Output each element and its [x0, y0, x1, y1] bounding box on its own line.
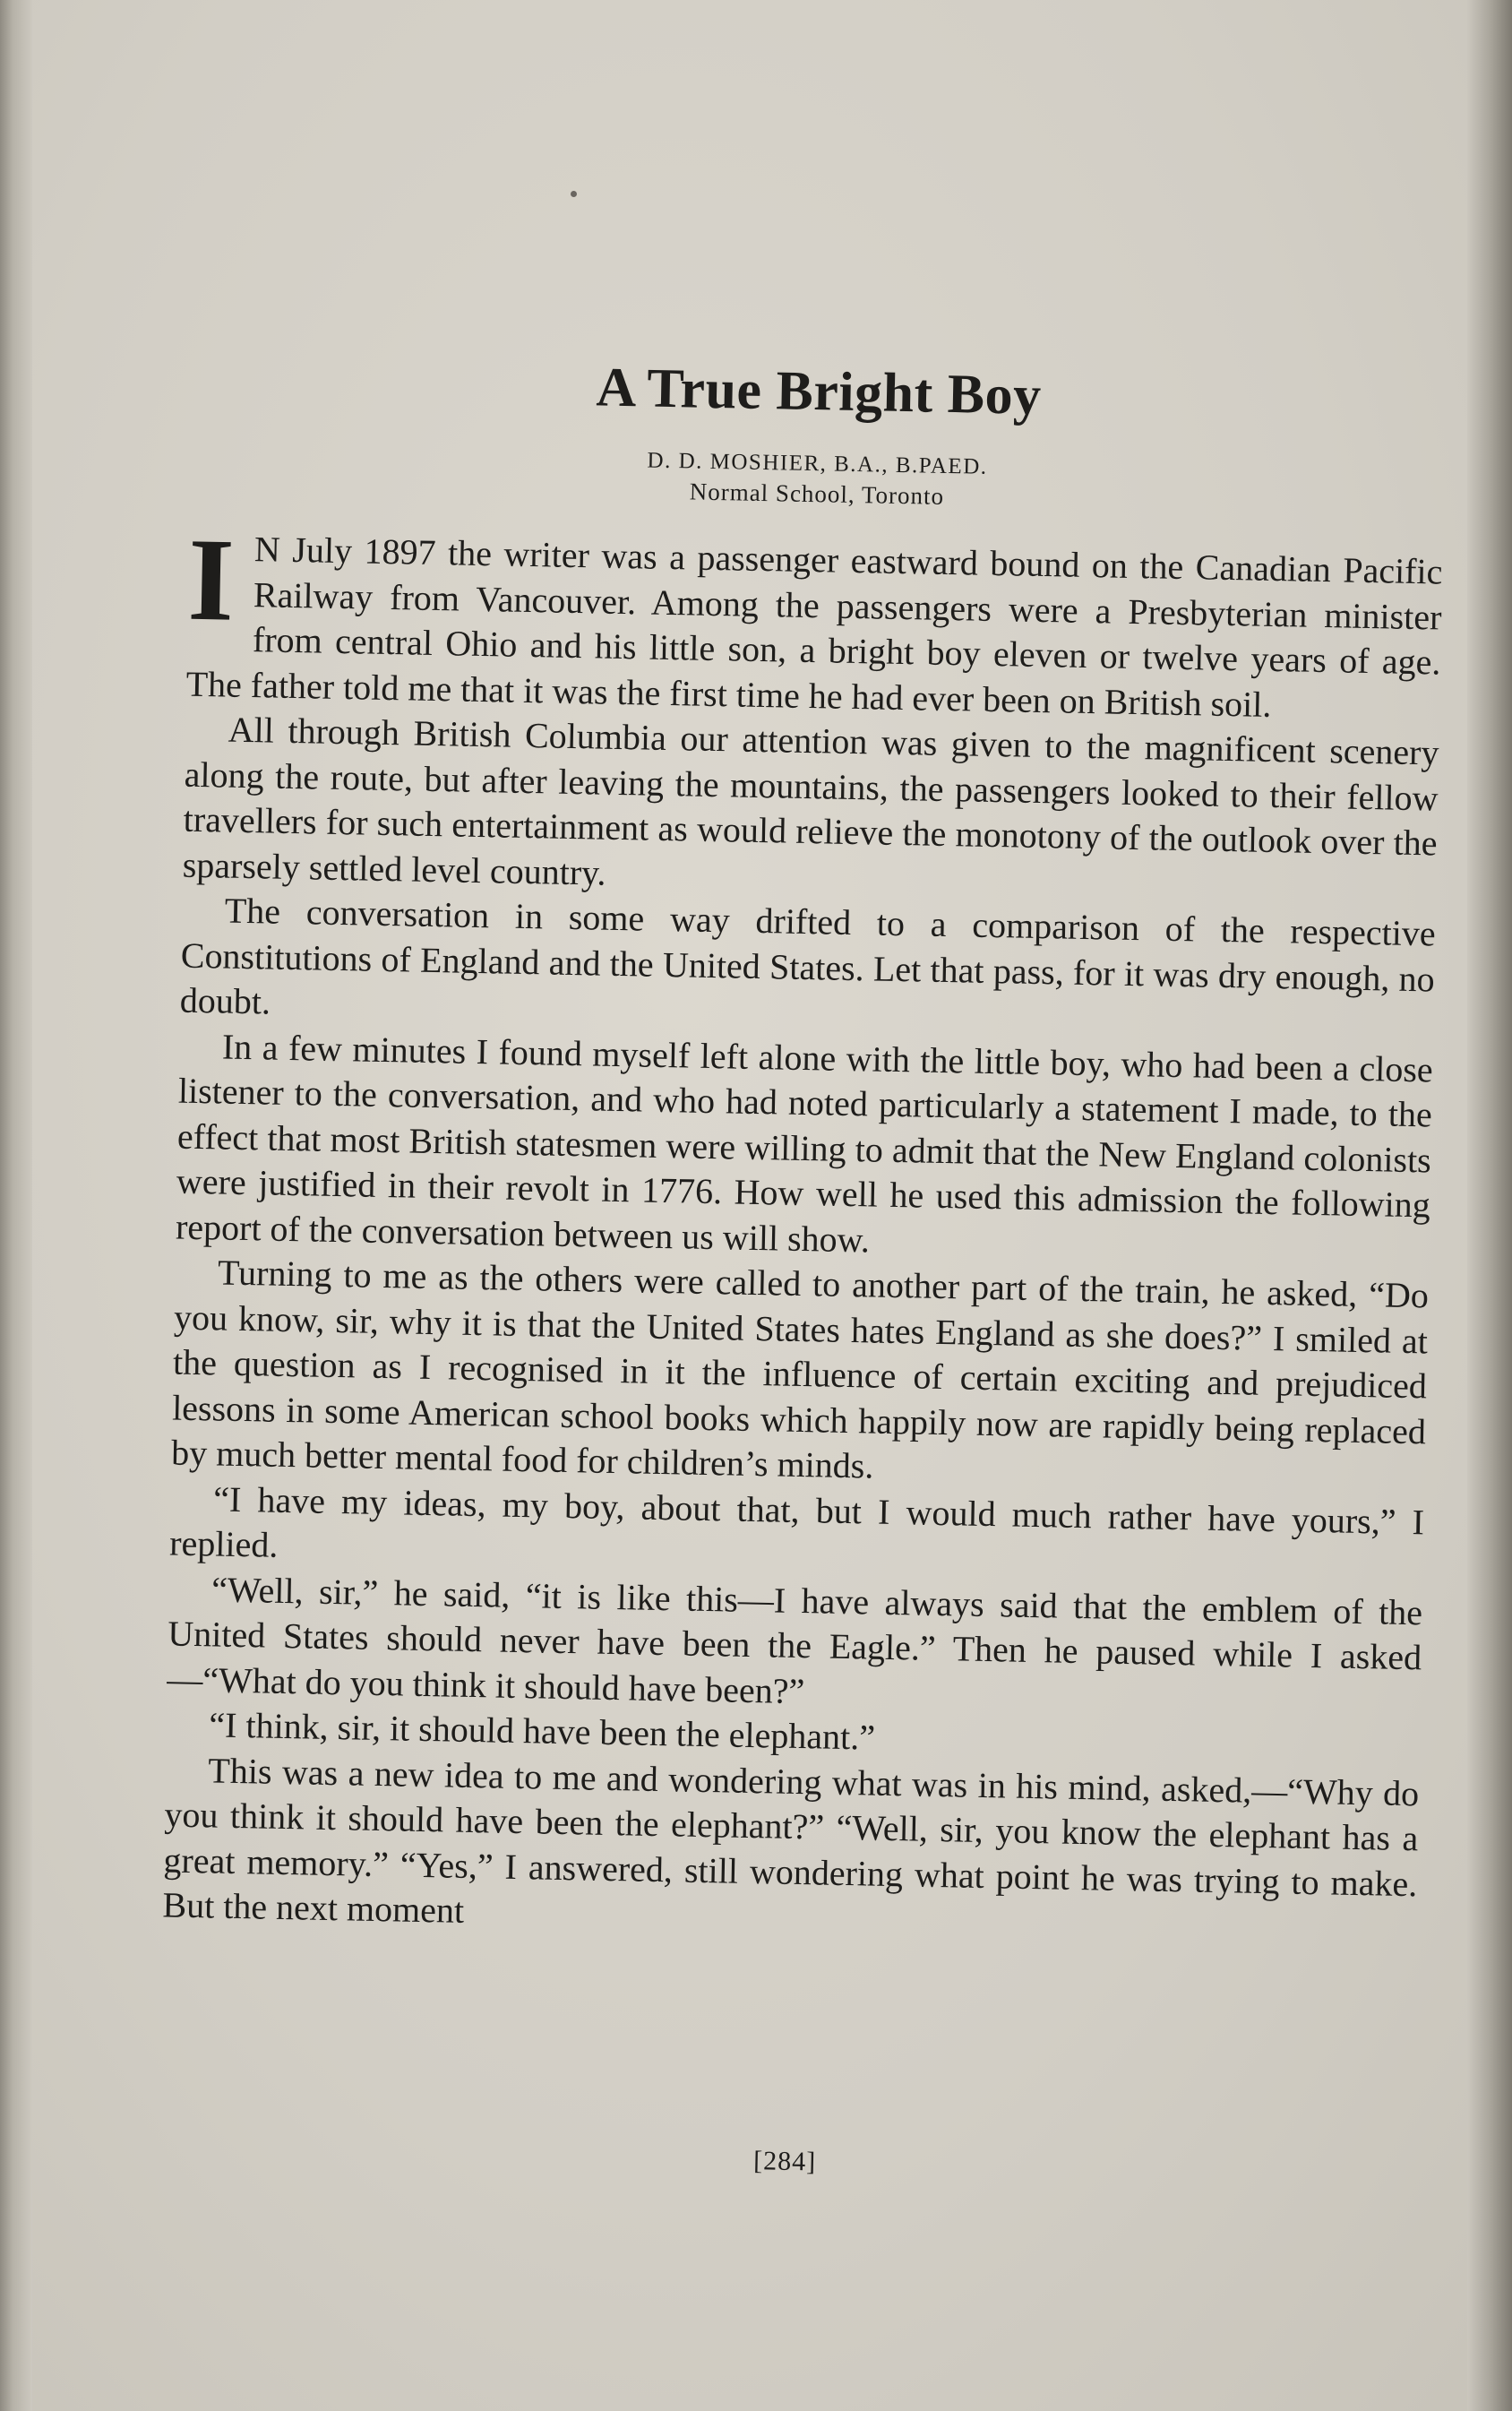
paragraph: “Well, sir,” he said, “it is like this—I have always said that the emblem of the United States should never have been the Eagle.” Then he paused while I asked—“What do you think it should have been?” [166, 1568, 1423, 1711]
paragraph: In a few minutes I found myself left alone with the little boy, who had been a close listener to the conversation, and who had noted particularly a statement I made, to the effect that most British statesmen were willing to admit that the New England colonists were justified in their revolt in 1776. How well he used this admission the following report of the conversation between us will show. [175, 1026, 1434, 1260]
paragraph: Turning to me as the others were called to another part of the train, he asked, “Do you know, sir, why it is that the United States hates England as she does?” I smiled at the question as I recognised in it the influence of certain exciting and prejudiced lessons in some American school books which happily now are rapidly being replaced by much better mental food for children’s minds. [170, 1252, 1430, 1486]
book-binding-shadow [0, 0, 32, 2411]
article-title: A True Bright Boy [595, 357, 1043, 426]
page-number: [284] [752, 2146, 817, 2177]
paragraph: The conversation in some way drifted to a comparison of the respective Constitutions of England and the United States. Let that pass, for it was dry enough, no doubt. [179, 890, 1437, 1022]
paragraph: “I have my ideas, my boy, about that, but I would much rather have yours,” I replied. [168, 1477, 1425, 1565]
article-affiliation: Normal School, Toronto [689, 478, 945, 510]
drop-cap: I [186, 512, 236, 646]
article-body [162, 512, 1443, 1952]
paragraph [185, 512, 1443, 731]
paper-speck [571, 191, 577, 197]
paragraph-text: N July 1897 the writer was a passenger eastward bound on the Canadian Pacific Railway from Vancouver. Among the passengers were a Presbyterian minister from central Ohio and his little son, a bright boy eleven or twelve years of age. The father told me that it was the first time he had ever been on British soil. [185, 529, 1443, 725]
paragraph: “I think, sir, it should have been the elephant.” [208, 1704, 876, 1758]
article-author: D. D. MOSHIER, B.A., B.PAED. [647, 448, 988, 479]
page-edge-shadow [1467, 0, 1512, 2411]
paragraph: All through British Columbia our attention was given to the magnificent scenery along the route, but after leaving the mountains, the passengers looked to their fellow travellers for such entertainment as would relieve the monotony of the outlook over the sparsely settled level country. [182, 709, 1439, 893]
paragraph: This was a new idea to me and wondering what was in his mind, asked,—“Why do you think it should have been the elephant?” “Well, sir, you know the elephant has a great memory.” “Yes,” I answered, still wondering what point he was trying to make. But the next moment [162, 1749, 1420, 1931]
article [157, 329, 1447, 2216]
